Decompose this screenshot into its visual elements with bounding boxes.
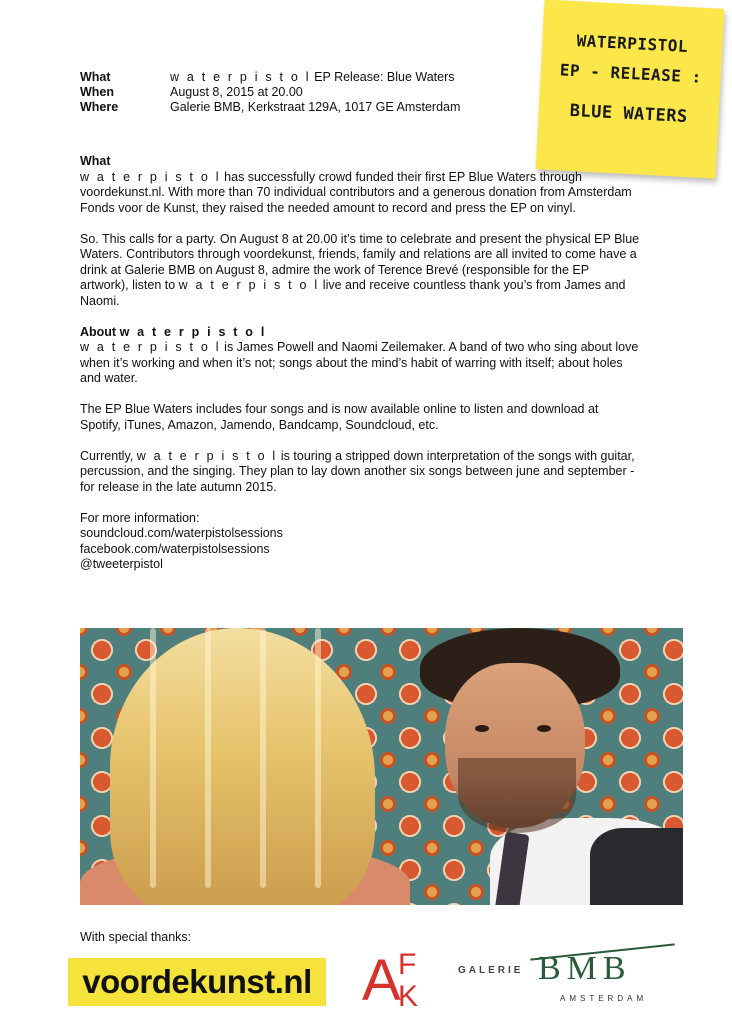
woman-hair [110, 628, 375, 905]
paragraph-party-text-a: So. This calls for a party. On August 8 at 20.00 it’s time to celebrate and present the physical EP Blue Waters. Contributors through voordekunst, friends, family and relations are all invited to come have a drink at Galerie BMB on August 8, admire the work of Terence Brevé (responsible for the EP artwork), listen to [80, 231, 640, 292]
event-where-value: Galerie BMB, Kerkstraat 129A, 1017 GE Amsterdam [170, 100, 461, 114]
event-what-row [80, 70, 460, 85]
more-info-label: For more information: [80, 510, 200, 525]
amsterdam-label: AMSTERDAM [560, 994, 648, 1003]
band-name: w a t e r p i s t o l [80, 340, 221, 354]
soundcloud-link[interactable]: soundcloud.com/waterpistolsessions [80, 526, 283, 540]
event-what-value [170, 70, 455, 85]
event-what-text: EP Release: Blue Waters [310, 70, 455, 84]
paragraph-ep: The EP Blue Waters includes four songs and is now available online to listen and download at Spotify, iTunes, Amazon, Jamendo, Bandcamp, Soundcloud, etc. [80, 402, 599, 432]
man-vest [590, 828, 683, 905]
facebook-link[interactable]: facebook.com/waterpistolsessions [80, 541, 270, 556]
eye [475, 725, 489, 732]
about-heading-prefix: About [80, 324, 120, 339]
bmb-logo: BMB [538, 950, 632, 987]
hair-streak [205, 628, 211, 888]
paragraph-touring [80, 449, 640, 496]
paragraph-intro [80, 170, 640, 217]
special-thanks-label: With special thanks: [80, 930, 192, 944]
press-release-body [80, 154, 640, 573]
voordekunst-logo: voordekunst.nl [68, 958, 326, 1006]
twitter-handle[interactable]: @tweeterpistol [80, 557, 163, 571]
band-name: w a t e r p i s t o l [119, 324, 267, 339]
event-when-label: When [80, 85, 115, 99]
sticky-note [536, 0, 725, 179]
galerie-label: GALERIE [458, 965, 524, 976]
paragraph-intro-text: has successfully crowd funded their first EP Blue Waters through voordekunst.nl. With more than 70 individual contributors and a generous donation from Amsterdam Fonds voor de Kunst, they raised the needed amount to record and press the EP on vinyl. [80, 169, 632, 215]
about-heading [80, 325, 640, 341]
sticky-line-1: WATERPISTOL [576, 31, 689, 56]
paragraph-party [80, 232, 640, 310]
paragraph-touring-text-a: Currently, [80, 448, 137, 463]
hair-streak [260, 628, 266, 888]
event-where-label: Where [80, 100, 119, 114]
event-when-row [80, 85, 460, 100]
band-photo [80, 628, 683, 905]
sticky-line-3: BLUE WATERS [569, 100, 689, 128]
event-details [80, 70, 460, 115]
band-name: w a t e r p i s t o l [170, 70, 311, 84]
sticky-line-2: EP - RELEASE : [559, 60, 703, 87]
band-name: w a t e r p i s t o l [136, 448, 278, 463]
paragraph-about [80, 340, 640, 387]
eye [537, 725, 551, 732]
what-heading: What [80, 154, 111, 168]
paragraph-about-text: is James Powell and Naomi Zeilemaker. A band of two who sing about love when it’s working and when it’s not; songs about the mind’s habit of warring with itself; about holes and water. [80, 340, 639, 385]
event-where-row [80, 100, 460, 115]
band-name: w a t e r p i s t o l [178, 278, 320, 292]
afk-letter-a: A [362, 948, 401, 1012]
event-when-value: August 8, 2015 at 20.00 [170, 85, 303, 99]
afk-letter-k: K [398, 980, 419, 1012]
hair-streak [315, 628, 321, 888]
paragraph-party-text-b: live and receive countless thank you’s from James and Naomi. [80, 278, 626, 308]
band-name: w a t e r p i s t o l [80, 169, 221, 184]
man-beard [458, 758, 576, 833]
event-what-label: What [80, 70, 111, 84]
afk-letter-f: F [398, 948, 417, 981]
afk-logo [360, 942, 430, 1012]
hair-streak [150, 628, 156, 888]
paragraph-touring-text-b: is touring a stripped down interpretation of the songs with guitar, percussion, and the singing. They plan to lay down another six songs between june and september - for release in the late autumn 2015. [80, 448, 635, 494]
